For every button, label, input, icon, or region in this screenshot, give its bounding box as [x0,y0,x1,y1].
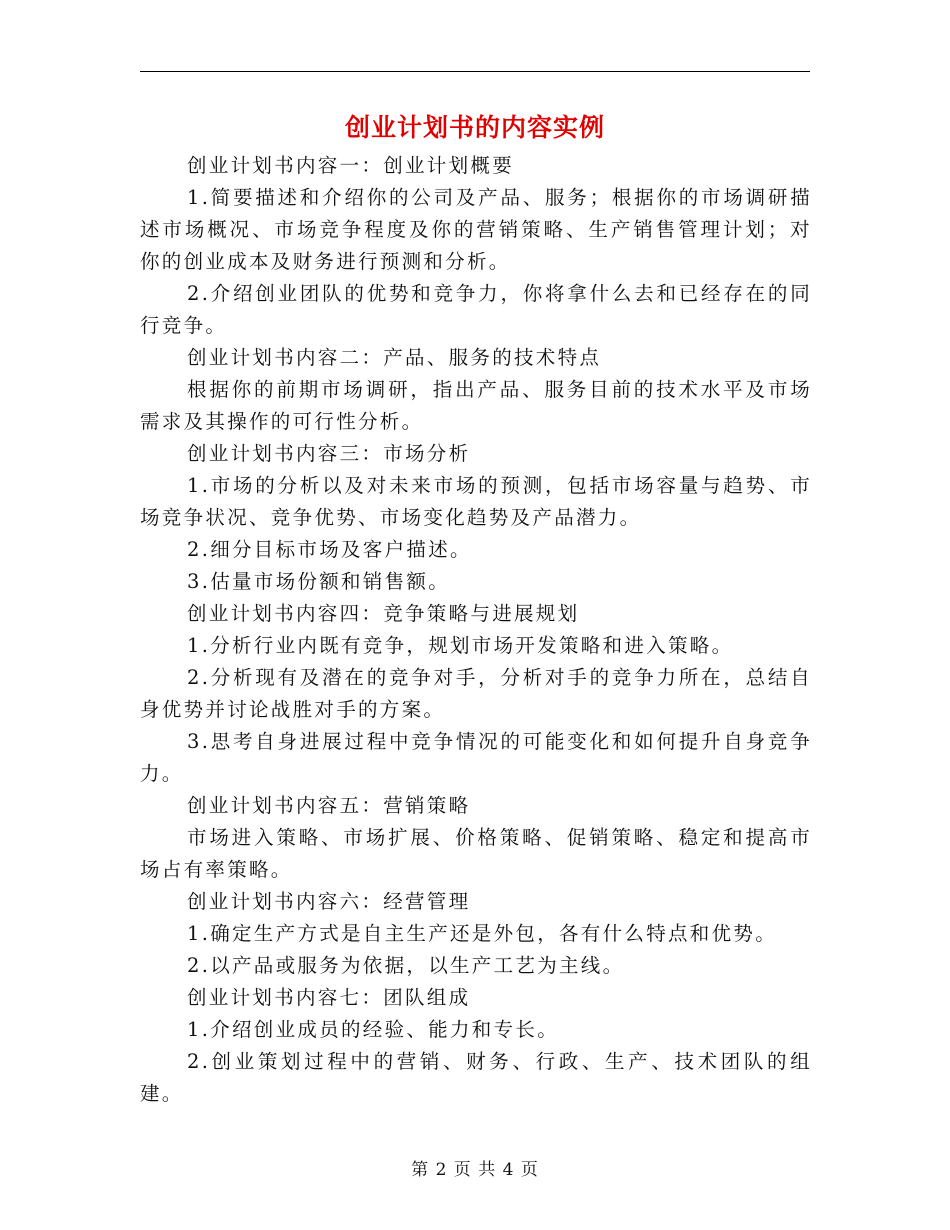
body-paragraph: 1.确定生产方式是自主生产还是外包，各有什么特点和优势。 [187,922,778,945]
section-heading: 创业计划书内容五：营销策略 [187,794,471,817]
section-heading: 创业计划书内容六：经营管理 [187,890,471,913]
section-heading: 创业计划书内容一：创业计划概要 [187,154,515,177]
section-heading: 创业计划书内容四：竞争策略与进展规划 [187,602,580,625]
page-number-footer: 第 2 页 共 4 页 [411,1160,539,1180]
body-paragraph: 3.估量市场份额和销售额。 [187,570,451,593]
body-paragraph: 2.创业策划过程中的营销、财务、行政、生产、技术团队的组建。 [140,1050,812,1105]
body-paragraph: 1.介绍创业成员的经验、能力和专长。 [187,1018,560,1041]
section-heading: 创业计划书内容三：市场分析 [187,442,471,465]
body-paragraph: 市场进入策略、市场扩展、价格策略、促销策略、稳定和提高市场占有率策略。 [140,826,812,881]
section-heading: 创业计划书内容七：团队组成 [187,986,471,1009]
document-title: 创业计划书的内容实例 [344,113,605,142]
document-body [140,150,812,1110]
body-paragraph: 根据你的前期市场调研，指出产品、服务目前的技术水平及市场需求及其操作的可行性分析。 [140,378,812,433]
section-heading: 创业计划书内容二：产品、服务的技术特点 [187,346,602,369]
body-paragraph: 3.思考自身进展过程中竞争情况的可能变化和如何提升自身竞争力。 [140,730,812,785]
body-paragraph: 2.分析现有及潜在的竞争对手，分析对手的竞争力所在，总结自身优势并讨论战胜对手的方案。 [140,666,812,721]
body-paragraph: 1.简要描述和介绍你的公司及产品、服务；根据你的市场调研描述市场概况、市场竞争程度及你的营销策略、生产销售管理计划；对你的创业成本及财务进行预测和分析。 [140,186,812,273]
body-paragraph: 1.市场的分析以及对未来市场的预测，包括市场容量与趋势、市场竞争状况、竞争优势、市场变化趋势及产品潜力。 [140,474,812,529]
body-paragraph: 2.以产品或服务为依据，以生产工艺为主线。 [187,954,625,977]
body-paragraph: 2.细分目标市场及客户描述。 [187,538,472,561]
body-paragraph: 2.介绍创业团队的优势和竞争力，你将拿什么去和已经存在的同行竞争。 [140,282,812,337]
body-paragraph: 1.分析行业内既有竞争，规划市场开发策略和进入策略。 [187,634,734,657]
header-rule [140,71,810,72]
